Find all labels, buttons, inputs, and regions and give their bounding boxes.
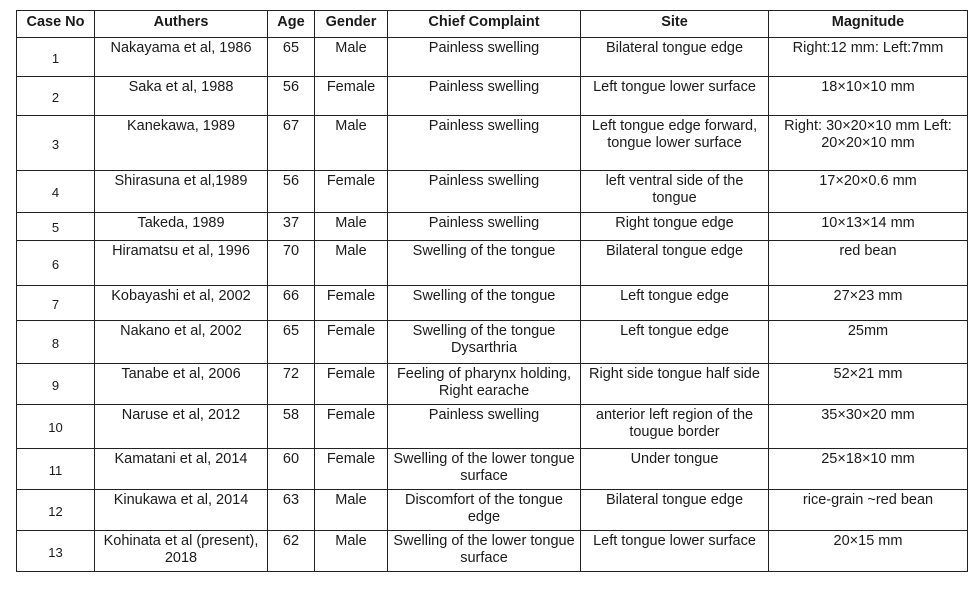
chief-complaint-cell: Painless swelling xyxy=(388,405,581,449)
site-cell: Bilateral tongue edge xyxy=(581,490,769,531)
authors-cell: Kinukawa et al, 2014 xyxy=(95,490,268,531)
chief-complaint-cell: Painless swelling xyxy=(388,38,581,77)
table-body xyxy=(17,38,968,572)
case-no-cell: 7 xyxy=(17,286,95,321)
gender-cell: Female xyxy=(315,321,388,364)
table-row xyxy=(17,171,968,213)
table-row xyxy=(17,38,968,77)
gender-cell: Female xyxy=(315,286,388,321)
case-no-cell: 9 xyxy=(17,364,95,405)
authors-cell: Takeda, 1989 xyxy=(95,213,268,241)
chief-complaint-cell: Painless swelling xyxy=(388,171,581,213)
gender-cell: Male xyxy=(315,38,388,77)
case-no-cell: 10 xyxy=(17,405,95,449)
site-cell: left ventral side of the tongue xyxy=(581,171,769,213)
chief-complaint-cell: Swelling of the lower tongue surface xyxy=(388,531,581,572)
age-cell: 65 xyxy=(268,321,315,364)
case-report-table xyxy=(16,10,968,572)
authors-cell: Nakayama et al, 1986 xyxy=(95,38,268,77)
site-cell: Bilateral tongue edge xyxy=(581,38,769,77)
site-cell: Right tongue edge xyxy=(581,213,769,241)
header-site: Site xyxy=(581,11,769,38)
table-row xyxy=(17,449,968,490)
magnitude-cell: 27×23 mm xyxy=(769,286,968,321)
magnitude-cell: 52×21 mm xyxy=(769,364,968,405)
age-cell: 37 xyxy=(268,213,315,241)
magnitude-cell: Right:12 mm: Left:7mm xyxy=(769,38,968,77)
table-row xyxy=(17,531,968,572)
magnitude-cell: red bean xyxy=(769,241,968,286)
chief-complaint-cell: Discomfort of the tongue edge xyxy=(388,490,581,531)
table-row xyxy=(17,364,968,405)
table-row xyxy=(17,286,968,321)
case-no-cell: 3 xyxy=(17,116,95,171)
table-row xyxy=(17,77,968,116)
magnitude-cell: rice-grain ~red bean xyxy=(769,490,968,531)
case-no-cell: 4 xyxy=(17,171,95,213)
case-no-cell: 6 xyxy=(17,241,95,286)
age-cell: 60 xyxy=(268,449,315,490)
authors-cell: Kobayashi et al, 2002 xyxy=(95,286,268,321)
magnitude-cell: 35×30×20 mm xyxy=(769,405,968,449)
case-no-cell: 2 xyxy=(17,77,95,116)
authors-cell: Kamatani et al, 2014 xyxy=(95,449,268,490)
chief-complaint-cell: Painless swelling xyxy=(388,77,581,116)
magnitude-cell: 17×20×0.6 mm xyxy=(769,171,968,213)
age-cell: 66 xyxy=(268,286,315,321)
age-cell: 72 xyxy=(268,364,315,405)
gender-cell: Male xyxy=(315,116,388,171)
header-chief-complaint: Chief Complaint xyxy=(388,11,581,38)
magnitude-cell: Right: 30×20×10 mm Left: 20×20×10 mm xyxy=(769,116,968,171)
gender-cell: Female xyxy=(315,449,388,490)
age-cell: 63 xyxy=(268,490,315,531)
magnitude-cell: 10×13×14 mm xyxy=(769,213,968,241)
magnitude-cell: 25×18×10 mm xyxy=(769,449,968,490)
site-cell: Left tongue edge forward, tongue lower surface xyxy=(581,116,769,171)
site-cell: Left tongue edge xyxy=(581,286,769,321)
case-no-cell: 5 xyxy=(17,213,95,241)
authors-cell: Tanabe et al, 2006 xyxy=(95,364,268,405)
table-header-row xyxy=(17,11,968,38)
site-cell: Right side tongue half side xyxy=(581,364,769,405)
site-cell: Left tongue lower surface xyxy=(581,531,769,572)
table-row xyxy=(17,490,968,531)
site-cell: anterior left region of the tougue border xyxy=(581,405,769,449)
magnitude-cell: 18×10×10 mm xyxy=(769,77,968,116)
table-row xyxy=(17,116,968,171)
site-cell: Left tongue lower surface xyxy=(581,77,769,116)
site-cell: Left tongue edge xyxy=(581,321,769,364)
case-no-cell: 12 xyxy=(17,490,95,531)
gender-cell: Female xyxy=(315,171,388,213)
authors-cell: Hiramatsu et al, 1996 xyxy=(95,241,268,286)
header-gender: Gender xyxy=(315,11,388,38)
gender-cell: Female xyxy=(315,405,388,449)
case-no-cell: 8 xyxy=(17,321,95,364)
age-cell: 56 xyxy=(268,171,315,213)
header-case-no: Case No xyxy=(17,11,95,38)
authors-cell: Kanekawa, 1989 xyxy=(95,116,268,171)
age-cell: 58 xyxy=(268,405,315,449)
table-row xyxy=(17,241,968,286)
age-cell: 70 xyxy=(268,241,315,286)
chief-complaint-cell: Painless swelling xyxy=(388,116,581,171)
table-row xyxy=(17,213,968,241)
chief-complaint-cell: Swelling of the tongue xyxy=(388,286,581,321)
gender-cell: Male xyxy=(315,531,388,572)
age-cell: 62 xyxy=(268,531,315,572)
age-cell: 65 xyxy=(268,38,315,77)
table-row xyxy=(17,321,968,364)
gender-cell: Female xyxy=(315,77,388,116)
header-age: Age xyxy=(268,11,315,38)
chief-complaint-cell: Swelling of the lower tongue surface xyxy=(388,449,581,490)
age-cell: 67 xyxy=(268,116,315,171)
case-no-cell: 13 xyxy=(17,531,95,572)
table-row xyxy=(17,405,968,449)
age-cell: 56 xyxy=(268,77,315,116)
gender-cell: Female xyxy=(315,364,388,405)
site-cell: Bilateral tongue edge xyxy=(581,241,769,286)
authors-cell: Naruse et al, 2012 xyxy=(95,405,268,449)
gender-cell: Male xyxy=(315,213,388,241)
authors-cell: Kohinata et al (present), 2018 xyxy=(95,531,268,572)
gender-cell: Male xyxy=(315,241,388,286)
chief-complaint-cell: Painless swelling xyxy=(388,213,581,241)
authors-cell: Shirasuna et al,1989 xyxy=(95,171,268,213)
magnitude-cell: 20×15 mm xyxy=(769,531,968,572)
chief-complaint-cell: Feeling of pharynx holding, Right earache xyxy=(388,364,581,405)
site-cell: Under tongue xyxy=(581,449,769,490)
authors-cell: Saka et al, 1988 xyxy=(95,77,268,116)
chief-complaint-cell: Swelling of the tongue Dysarthria xyxy=(388,321,581,364)
authors-cell: Nakano et al, 2002 xyxy=(95,321,268,364)
gender-cell: Male xyxy=(315,490,388,531)
chief-complaint-cell: Swelling of the tongue xyxy=(388,241,581,286)
header-magnitude: Magnitude xyxy=(769,11,968,38)
case-no-cell: 1 xyxy=(17,38,95,77)
header-authors: Authers xyxy=(95,11,268,38)
magnitude-cell: 25mm xyxy=(769,321,968,364)
case-no-cell: 11 xyxy=(17,449,95,490)
